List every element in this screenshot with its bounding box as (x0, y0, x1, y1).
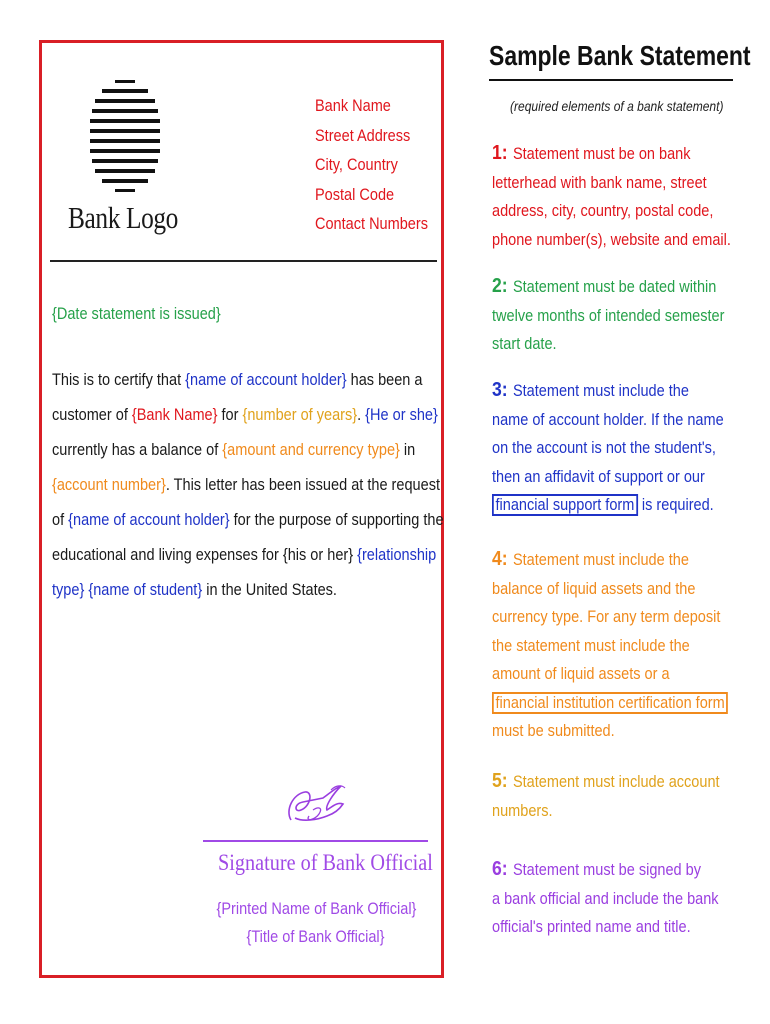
letterhead-divider (50, 260, 437, 262)
title-underline (489, 79, 733, 81)
body-text: in the United States. (202, 581, 337, 599)
contact-numbers: Contact Numbers (315, 215, 428, 233)
requirement-text: twelve months of intended semester (492, 306, 725, 325)
requirement-6 (492, 855, 730, 942)
requirement-number: 4: (492, 548, 508, 570)
relationship-placeholder: type} (52, 581, 85, 599)
body-text: in (399, 441, 416, 459)
requirement-text: a bank official and include the bank (492, 889, 719, 908)
requirement-text: name of account holder. If the name (492, 410, 724, 429)
requirement-text: amount of liquid assets or a (492, 665, 670, 683)
requirement-number: 3: (492, 379, 508, 401)
requirement-text: the statement must include the (492, 636, 690, 655)
letter-body (52, 363, 444, 608)
body-text: for the purpose of supporting the (229, 511, 444, 529)
amount-placeholder: {amount and currency type} (222, 441, 400, 459)
requirement-text: Statement must be signed by (512, 861, 701, 879)
body-text: has been a (346, 371, 423, 389)
body-text: for (217, 406, 243, 424)
bank-name-placeholder: {Bank Name} (131, 406, 218, 424)
body-text: educational and living expenses for {his or her} (52, 546, 358, 564)
body-text: currently has a balance of (52, 441, 223, 459)
requirement-text: balance of liquid assets and the (492, 579, 696, 598)
pronoun-placeholder: {He or she} (365, 406, 438, 424)
bank-logo-text: Bank Logo (68, 200, 178, 235)
account-holder-placeholder: {name of account holder} (185, 371, 347, 389)
requirement-3 (492, 376, 730, 520)
requirement-text: Statement must include the (512, 551, 689, 569)
requirement-text: phone number(s), website and email. (492, 230, 731, 249)
requirement-text: official's printed name and title. (492, 918, 691, 936)
official-title-placeholder: {Title of Bank Official} (246, 928, 385, 946)
body-text: of (52, 511, 69, 529)
requirement-number: 1: (492, 142, 508, 164)
requirement-text: numbers. (492, 801, 553, 820)
institution-certification-form-link[interactable]: financial institution certification form (492, 692, 728, 714)
page-subtitle: (required elements of a bank statement) (510, 98, 724, 114)
printed-name-placeholder: {Printed Name of Bank Official} (216, 900, 417, 918)
requirement-5 (492, 767, 730, 825)
date-placeholder: {Date statement is issued} (52, 305, 221, 323)
requirement-number: 6: (492, 858, 508, 880)
requirement-text: Statement must be on bank (512, 145, 691, 163)
requirement-text: is required. (637, 496, 714, 514)
requirement-text: letterhead with bank name, street (492, 173, 707, 192)
signature-image (283, 780, 353, 830)
requirement-text: Statement must be dated within (512, 278, 717, 296)
bank-logo-icon (90, 78, 160, 198)
relationship-placeholder: {relationship (357, 546, 437, 564)
requirement-number: 5: (492, 770, 508, 792)
bank-name: Bank Name (315, 97, 391, 115)
requirement-4 (492, 545, 730, 746)
requirement-text: address, city, country, postal code, (492, 202, 714, 220)
postal-code: Postal Code (315, 185, 395, 204)
years-placeholder: {number of years} (242, 406, 358, 424)
signature-label: Signature of Bank Official (218, 850, 433, 875)
requirement-text: currency type. For any term deposit (492, 608, 721, 626)
body-text: . This letter has been issued at the request (165, 476, 440, 494)
requirement-2 (492, 272, 730, 359)
requirement-text: must be submitted. (492, 722, 615, 740)
financial-support-form-link[interactable]: financial support form (492, 494, 638, 516)
student-name-placeholder: {name of student} (88, 581, 203, 599)
account-number-placeholder: {account number} (52, 476, 166, 494)
requirement-text: on the account is not the student's, (492, 439, 716, 457)
requirement-text: Statement must include the (512, 382, 689, 400)
body-text: This is to certify that (52, 371, 186, 389)
street-address: Street Address (315, 126, 411, 145)
requirement-text: then an affidavit of support or our (492, 467, 705, 486)
body-text: . (357, 406, 366, 424)
requirement-text: Statement must include account (512, 773, 720, 791)
page-title: Sample Bank Statement (489, 40, 751, 71)
signature-line (203, 840, 428, 842)
official-details (203, 895, 428, 951)
account-holder-placeholder: {name of account holder} (68, 511, 230, 529)
city-country: City, Country (315, 156, 398, 174)
requirement-number: 2: (492, 275, 508, 297)
requirement-1 (492, 139, 730, 254)
body-text: customer of (52, 406, 132, 424)
bank-info-block (315, 92, 428, 240)
requirement-text: start date. (492, 335, 557, 353)
